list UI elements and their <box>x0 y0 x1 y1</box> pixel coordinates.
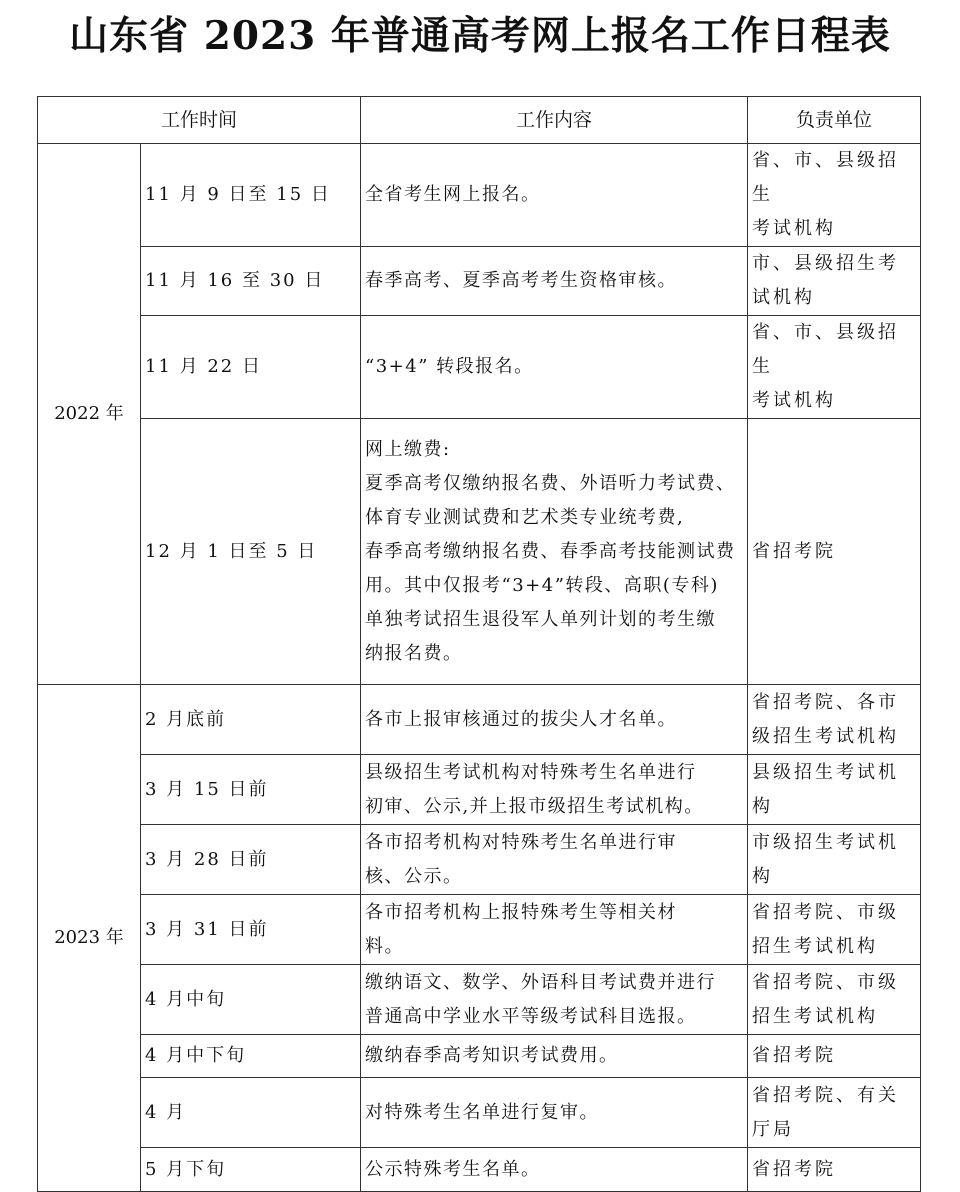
unit-line: 省招考院、各市 <box>752 691 900 713</box>
unit-line: 厅局 <box>752 1118 795 1140</box>
unit-line: 省、市、县级招生 <box>752 322 900 377</box>
unit-line: 级招生考试机构 <box>752 725 900 747</box>
content-cell <box>361 895 748 965</box>
table-row <box>38 247 921 316</box>
unit-cell <box>748 965 921 1035</box>
content-line: 各市上报审核通过的拔尖人才名单。 <box>365 708 678 730</box>
content-line: 夏季高考仅缴纳报名费、外语听力考试费、 <box>365 472 736 494</box>
unit-cell <box>748 1078 921 1148</box>
table-row <box>38 685 921 755</box>
content-line: 普通高中学业水平等级考试科目选报。 <box>365 1005 697 1027</box>
content-line: 缴纳春季高考知识考试费用。 <box>365 1045 619 1066</box>
content-line: 全省考生网上报名。 <box>365 184 541 205</box>
content-line: 对特殊考生名单进行复审。 <box>365 1101 600 1123</box>
content-cell <box>361 1035 748 1078</box>
unit-line: 构 <box>752 795 774 817</box>
content-line: 公示特殊考生名单。 <box>365 1158 541 1180</box>
table-row <box>38 1078 921 1148</box>
content-cell <box>361 144 748 247</box>
content-line: “3+4” 转段报名。 <box>365 356 534 377</box>
content-cell <box>361 1078 748 1148</box>
table-row <box>38 895 921 965</box>
time-cell: 11 月 22 日 <box>141 316 361 419</box>
content-cell <box>361 755 748 825</box>
schedule-table <box>37 96 921 1192</box>
content-cell <box>361 316 748 419</box>
time-cell: 12 月 1 日至 5 日 <box>141 419 361 685</box>
unit-line: 省招考院、市级 <box>752 971 900 993</box>
unit-line: 招生考试机构 <box>752 1005 879 1027</box>
content-cell <box>361 685 748 755</box>
unit-line: 县级招生考试机 <box>752 761 900 783</box>
unit-cell <box>748 1035 921 1078</box>
content-line: 县级招生考试机构对特殊考生名单进行 <box>365 761 697 783</box>
content-cell <box>361 419 748 685</box>
unit-cell <box>748 685 921 755</box>
content-line: 用。其中仅报考“3+4”转段、高职(专科) <box>365 574 719 596</box>
unit-line: 省招考院 <box>752 1158 837 1180</box>
content-line: 初审、公示,并上报市级招生考试机构。 <box>365 795 704 817</box>
table-row <box>38 825 921 895</box>
content-cell <box>361 965 748 1035</box>
unit-cell <box>748 316 921 419</box>
unit-line: 省招考院 <box>752 1045 837 1066</box>
time-cell: 4 月中下旬 <box>141 1035 361 1078</box>
content-line: 核、公示。 <box>365 865 463 887</box>
table-row <box>38 755 921 825</box>
time-cell: 4 月中旬 <box>141 965 361 1035</box>
unit-line: 省招考院 <box>752 540 837 562</box>
unit-line: 市、县级招生考 <box>752 253 900 274</box>
content-cell <box>361 825 748 895</box>
table-row <box>38 144 921 247</box>
content-line: 各市招考机构上报特殊考生等相关材 <box>365 901 678 923</box>
content-line: 网上缴费: <box>365 438 451 460</box>
content-line: 单独考试招生退役军人单列计划的考生缴 <box>365 608 717 630</box>
time-cell: 2 月底前 <box>141 685 361 755</box>
unit-cell <box>748 825 921 895</box>
time-cell: 11 月 16 至 30 日 <box>141 247 361 316</box>
schedule-body <box>38 144 921 1192</box>
content-line: 缴纳语文、数学、外语科目考试费并进行 <box>365 971 717 993</box>
unit-line: 省招考院、有关 <box>752 1084 900 1106</box>
unit-line: 招生考试机构 <box>752 935 879 957</box>
header-row <box>38 97 921 144</box>
unit-line: 考试机构 <box>752 390 837 411</box>
content-line: 体育专业测试费和艺术类专业统考费, <box>365 506 685 528</box>
time-cell: 3 月 31 日前 <box>141 895 361 965</box>
table-row <box>38 1035 921 1078</box>
unit-cell <box>748 419 921 685</box>
time-cell: 3 月 15 日前 <box>141 755 361 825</box>
content-cell <box>361 1148 748 1192</box>
content-line: 料。 <box>365 935 405 957</box>
time-cell: 5 月下旬 <box>141 1148 361 1192</box>
table-row <box>38 1148 921 1192</box>
header-content: 工作内容 <box>361 97 748 144</box>
header-time: 工作时间 <box>38 97 361 144</box>
unit-cell <box>748 895 921 965</box>
time-cell: 3 月 28 日前 <box>141 825 361 895</box>
table-row <box>38 965 921 1035</box>
table-row <box>38 316 921 419</box>
time-cell: 4 月 <box>141 1078 361 1148</box>
year-cell: 2022 年 <box>38 144 141 685</box>
unit-line: 试机构 <box>752 287 816 308</box>
content-line: 春季高考缴纳报名费、春季高考技能测试费 <box>365 540 736 562</box>
content-line: 纳报名费。 <box>365 642 463 664</box>
page-title: 山东省 2023 年普通高考网上报名工作日程表 <box>69 13 891 59</box>
content-line: 春季高考、夏季高考考生资格审核。 <box>365 270 678 291</box>
unit-line: 省招考院、市级 <box>752 901 900 923</box>
unit-cell <box>748 1148 921 1192</box>
unit-line: 省、市、县级招生 <box>752 150 900 205</box>
unit-line: 市级招生考试机 <box>752 831 900 853</box>
header-unit: 负责单位 <box>748 97 921 144</box>
table-row <box>38 419 921 685</box>
unit-line: 考试机构 <box>752 218 837 239</box>
time-cell: 11 月 9 日至 15 日 <box>141 144 361 247</box>
unit-cell <box>748 755 921 825</box>
year-cell: 2023 年 <box>38 685 141 1192</box>
content-line: 各市招考机构对特殊考生名单进行审 <box>365 831 678 853</box>
unit-cell <box>748 144 921 247</box>
content-cell <box>361 247 748 316</box>
unit-line: 构 <box>752 865 774 887</box>
unit-cell <box>748 247 921 316</box>
